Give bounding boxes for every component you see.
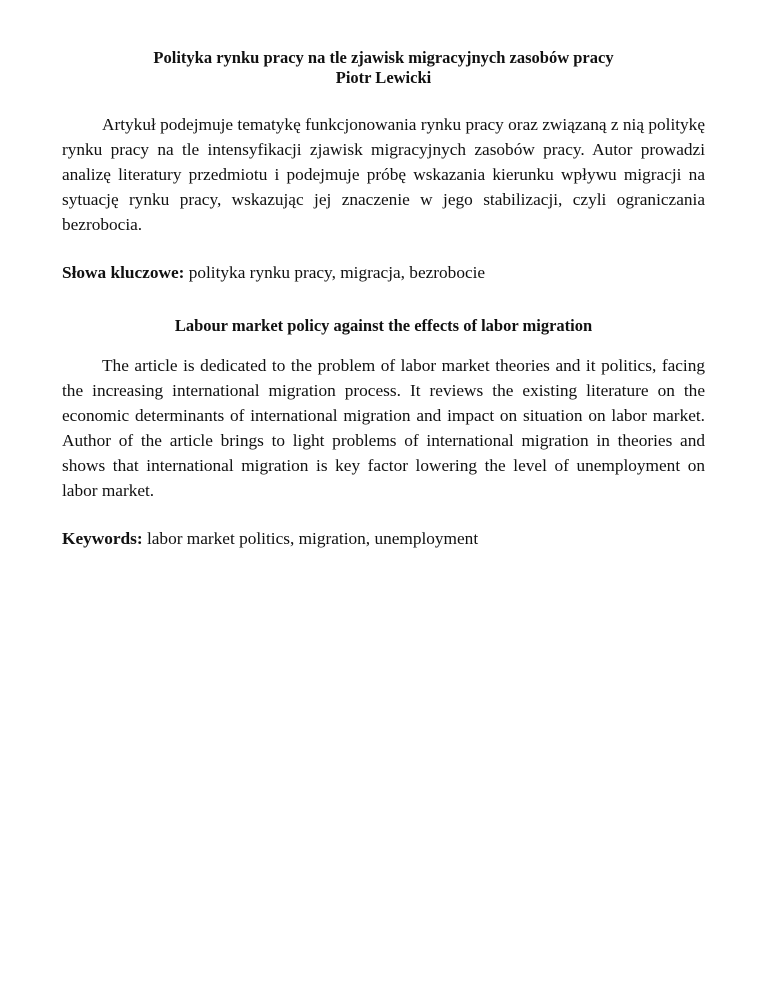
keywords-label-pl: Słowa kluczowe: <box>62 263 185 282</box>
paper-page <box>62 48 705 551</box>
keywords-label-en: Keywords: <box>62 529 143 548</box>
keywords-pl <box>62 260 705 285</box>
keywords-text-en: labor market politics, migration, unemployment <box>142 529 479 548</box>
article-title-pl: Polityka rynku pracy na tle zjawisk migracyjnych zasobów pracy <box>153 48 614 67</box>
keywords-text-pl: polityka rynku pracy, migracja, bezrobocie <box>184 263 486 282</box>
article-title-en: Labour market policy against the effects of labor migration <box>174 316 593 335</box>
keywords-en <box>62 526 705 551</box>
abstract-pl: Artykuł podejmuje tematykę funkcjonowania rynku pracy oraz związaną z nią politykę rynku pracy na tle intensyfikacji zjawisk migracyjnych zasobów pracy. Autor prowadzi analizę literatury przedmiotu i podejmuje próbę wskazania kierunku wpływu migracji na sytuację rynku pracy, wskazując jej znaczenie w jego stabilizacji, czyli ograniczania bezrobocia. <box>62 115 705 234</box>
article-author: Piotr Lewicki <box>335 68 432 87</box>
abstract-en: The article is dedicated to the problem of labor market theories and it politics, facing the increasing international migration process. It reviews the existing literature on the economic determinants of international migration and impact on situation on labor market. Author of the article brings to light problems of international migration in theories and shows that international migration is key factor lowering the level of unemployment on labor market. <box>62 356 705 500</box>
